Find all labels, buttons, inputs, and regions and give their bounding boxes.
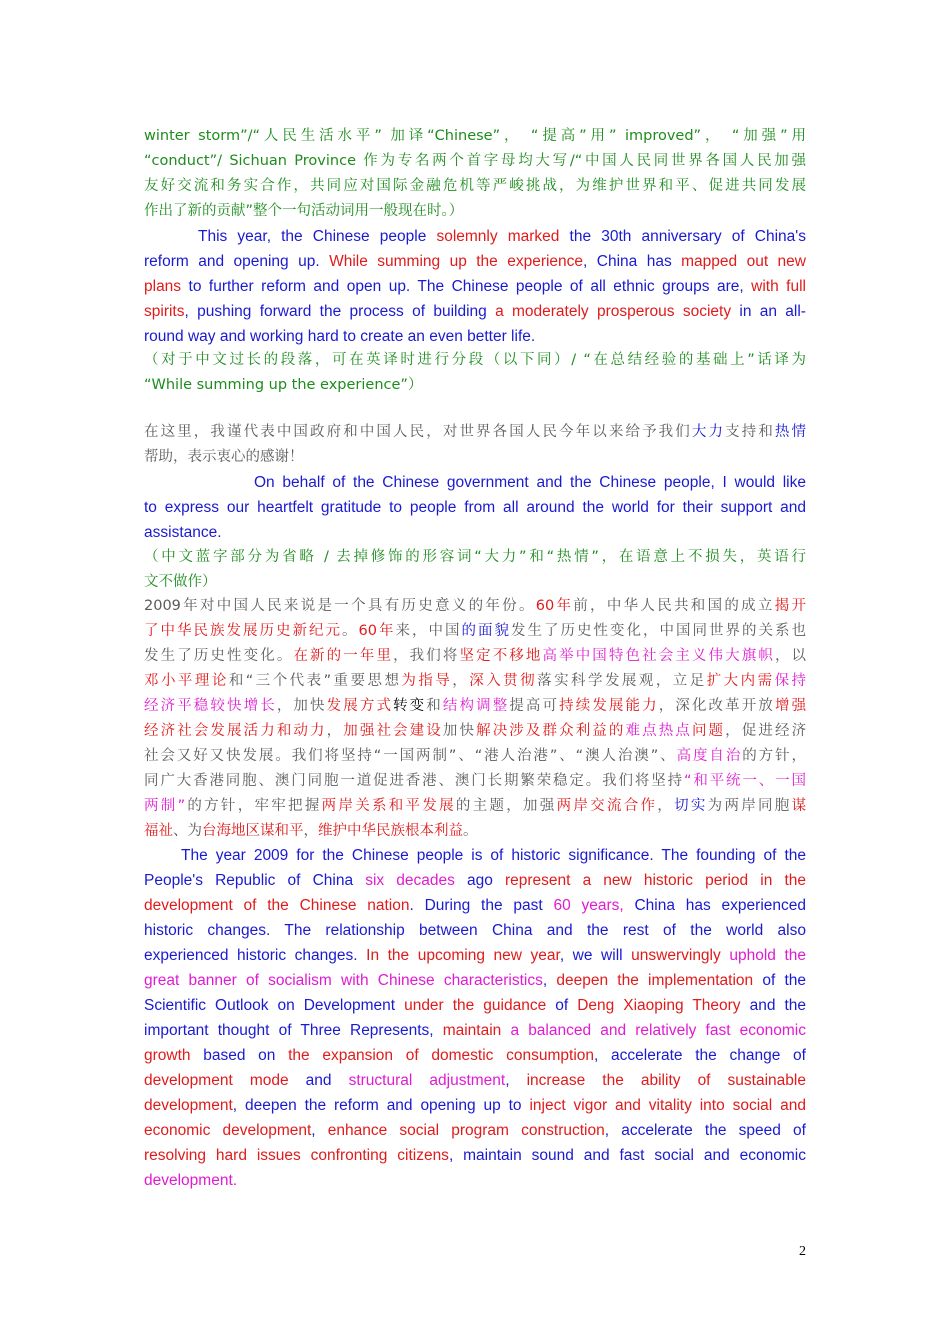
text-run: round way and working hard to create an even better life. [144,328,536,345]
text-line [144,868,806,893]
text-run: ， [452,673,470,689]
text-run: 和 [426,698,443,714]
text-run: 文不做作） [144,574,217,590]
text-run: , accelerate the change of [594,1047,806,1064]
text-run: 坚定不移地 [459,648,543,664]
text-run: On behalf of the Chinese government and the Chinese people, I would like [254,474,806,491]
text-line [144,644,806,669]
text-run: 增强 [774,698,807,714]
text-line [144,324,535,349]
text-run: 经济社会发展活力和动力 [144,723,327,739]
text-run: ，我们将 [393,648,460,664]
text-run: 结构调整 [442,698,510,714]
text-run: 扩大内需 [706,673,775,689]
text-run: 维护中华民族根本利益 [318,823,463,839]
text-run: ，深化改革开放 [658,698,775,714]
text-run: 持续发展能力 [559,698,659,714]
text-line [144,520,222,545]
text-run: Deng Xiaoping Theory [577,997,741,1014]
text-line [144,968,806,993]
text-run: 高举中国特色社会主义伟大旗帜 [542,648,775,664]
text-line [144,199,463,224]
text-run: ，促进经济 [725,723,807,739]
text-run: a moderately prosperous society [495,303,732,320]
text-run: , [542,972,557,989]
text-run: important thought of Three Represents, [144,1022,443,1039]
text-run: represent a new historic period in the [504,872,807,889]
text-run: Scientific Outlook on Development [144,997,396,1014]
text-run: “和平统一、一国 [683,773,806,789]
text-run: 帮助，表示衷心的感谢！ [144,449,304,465]
text-run: ， [303,823,318,839]
text-run: 加快 [442,723,477,739]
text-run: “conduct”/ Sichuan Province 作为专名两个首字母均大写/“中国人民同世界各国人民加强 [144,153,806,169]
text-run: winter storm”/“人民生活水平” 加译“Chinese”， “提高”用” improved”， “加强”用 [144,128,806,144]
text-run: China has experienced [623,897,807,914]
text-run: In the upcoming new year [366,947,560,964]
text-run: plans [144,278,182,295]
text-run: 转变 [393,698,427,714]
text-run: 、为 [173,823,202,839]
text-run: ， [326,723,344,739]
text-line [144,719,806,744]
text-run: 在新的一年里 [293,648,394,664]
text-run: and the [740,997,806,1014]
text-run: 发展方式 [326,698,394,714]
text-run: development. [144,1172,238,1189]
text-run: historic changes. The relationship between China and the rest of the world also [144,922,806,939]
text-run: 60 years, [553,897,624,914]
text-line [198,224,806,249]
text-run: 和“三个代表”重要思想 [228,673,402,689]
text-run: （中文蓝字部分为省略 / 去掉修饰的形容词“大力”和“热情”，在语意上不损失，英语行 [144,549,806,565]
text-run: 2009年对中国人民来说是一个具有历史意义的年份。 [144,598,536,614]
text-run: 揭开 [774,598,807,614]
text-line [181,843,806,868]
text-line [144,744,806,769]
text-run: While summing up the experience [329,253,584,270]
text-run: solemnly marked [436,228,560,245]
text-run: 高度自治 [676,748,743,764]
text-run: reform and opening up. [144,253,330,270]
text-line [144,174,806,199]
text-line [144,943,806,968]
text-run: development of the Chinese nation [144,897,410,914]
text-run: of [546,997,578,1014]
text-run: 支持和 [725,424,775,440]
text-run: 作出了新的贡献”整个一句活动词用一般现在时。） [144,203,464,219]
text-run: six decades [365,872,455,889]
text-line [144,819,478,844]
text-run: to express our heartfelt gratitude to people from all around the world for their support and [144,499,806,516]
text-run: 在这里，我谨代表中国政府和中国人民，对世界各国人民今年以来给予我们 [144,424,692,440]
text-line [144,918,806,943]
text-line [144,1143,806,1168]
text-run: 提高可 [509,698,560,714]
text-run: 的面貌 [461,623,512,639]
text-run: 的主题，加强 [455,798,557,814]
text-run: unswervingly [631,947,721,964]
text-line [144,594,806,619]
text-run: 友好交流和务实合作，共同应对国际金融危机等严峻挑战，为维护世界和平、促进共同发展 [144,178,806,194]
text-run: , pushing forward the process of building [184,303,496,320]
text-line [144,570,217,595]
text-run: The year 2009 for the Chinese people is of historic significance. The founding of the [181,847,806,864]
text-run: to further reform and open up. The Chinese people of all ethnic groups are, [181,278,752,295]
text-run: 。 [463,823,478,839]
text-run: the expansion of domestic consumption [288,1047,594,1064]
text-run: mapped out new [681,253,806,270]
text-run: 为两岸同胞 [707,798,792,814]
text-line [144,694,806,719]
text-run: , we will [559,947,632,964]
text-run: , maintain sound and fast social and economic [448,1147,806,1164]
text-run: ，加快 [276,698,327,714]
text-run: with full [751,278,806,295]
text-run: uphold the [729,947,806,964]
text-run: 问题 [691,723,726,739]
text-line [144,274,806,299]
text-run: , accelerate the speed of [604,1122,806,1139]
text-run: 邓小平理论 [144,673,229,689]
text-run: 两岸关系和平发展 [321,798,456,814]
text-run: People's Republic of China [144,872,366,889]
text-line [144,794,806,819]
text-run: 为指导 [401,673,453,689]
page-number: 2 [799,1244,806,1259]
text-run: 经济平稳较快增长 [144,698,277,714]
text-run: （对于中文过长的段落，可在英译时进行分段（以下同）/ “在总结经验的基础上”话译为 [144,352,806,368]
text-run: deepen the implementation [556,972,754,989]
text-run: 的方针，牢牢把握 [185,798,322,814]
text-line [144,299,806,324]
text-line [144,1043,806,1068]
text-run: 的方针， [742,748,807,764]
text-run: 大力 [691,424,726,440]
text-run: 深入贯彻 [469,673,538,689]
text-run: development [144,1097,233,1114]
text-line [144,1168,237,1193]
text-run: 保持 [774,673,807,689]
text-run: economic development [144,1122,312,1139]
text-run: 两制” [144,798,186,814]
text-line [144,1093,806,1118]
text-run: 发生了历史性变化。 [144,648,294,664]
text-run: . During the past [409,897,554,914]
text-run: 60年 [358,623,396,639]
text-run: ， [657,798,675,814]
text-run: structural adjustment [348,1072,506,1089]
text-run: 了中华民族发展历史新纪元 [144,623,343,639]
text-run: development mode [144,1072,289,1089]
text-run: 切实 [674,798,708,814]
text-run: 同广大香港同胞、澳门同胞一道促进香港、澳门长期繁荣稳定。我们将坚持 [144,773,684,789]
text-run: 解决涉及群众利益的 [476,723,626,739]
text-run: 难点热点 [625,723,692,739]
text-run: 加强社会建设 [343,723,443,739]
text-run: increase the ability of sustainable [526,1072,806,1089]
text-run: experienced historic changes. [144,947,367,964]
text-run: spirits [144,303,185,320]
text-run: inject vigor and vitality into social and [529,1097,806,1114]
text-line [144,373,422,398]
text-run: , [311,1122,328,1139]
text-run: in an all- [731,303,806,320]
text-line [254,470,806,495]
text-line [144,124,806,149]
text-line [144,893,806,918]
text-run: , [505,1072,527,1089]
text-line [144,149,806,174]
text-line [144,993,806,1018]
text-run: “While summing up the experience”） [144,377,423,393]
text-line [144,445,304,470]
text-run: 热情 [774,424,807,440]
text-run: growth [144,1047,191,1064]
text-line [144,348,806,373]
text-line [144,669,806,694]
text-run: 60年 [535,598,574,614]
text-run: 福祉 [144,823,173,839]
text-run: and [288,1072,349,1089]
text-run: , China has [583,253,682,270]
text-run: 谋和平 [260,823,304,839]
text-run: ago [454,872,505,889]
text-run: 发生了历史性变化，中国同世界的关系也 [511,623,807,639]
text-line [144,769,806,794]
text-run: 两岸交流合作 [556,798,658,814]
text-run: 谋 [791,798,807,814]
text-run: 。 [342,623,359,639]
text-run: maintain [442,1022,502,1039]
text-line [144,1068,806,1093]
text-run: 台海地区 [202,823,260,839]
text-line [144,619,806,644]
text-line [144,249,806,274]
text-line [144,1118,806,1143]
text-line [144,545,806,570]
text-run: 落实科学发展观，立足 [537,673,707,689]
text-run: of the [753,972,806,989]
text-line [144,495,806,520]
text-run: resolving hard issues confronting citizens [144,1147,449,1164]
text-run: a balanced and relatively fast economic [510,1022,806,1039]
text-run: 来，中国 [395,623,462,639]
text-run: 前，中华人民共和国的成立 [573,598,775,614]
text-run: assistance. [144,524,222,541]
text-run: enhance social program construction [327,1122,605,1139]
text-run: under the guidance [395,997,547,1014]
text-run: great banner of socialism with Chinese characteristics [144,972,543,989]
text-run: 社会又好又快发展。我们将坚持“一国两制”、“港人治港”、“澳人治澳”、 [144,748,677,764]
text-line [144,420,806,445]
text-run: This year, the Chinese people [198,228,437,245]
text-run: ，以 [774,648,807,664]
text-run: the 30th anniversary of China's [559,228,806,245]
text-run: based on [190,1047,289,1064]
text-run: , deepen the reform and opening up to [232,1097,530,1114]
text-line [144,1018,806,1043]
